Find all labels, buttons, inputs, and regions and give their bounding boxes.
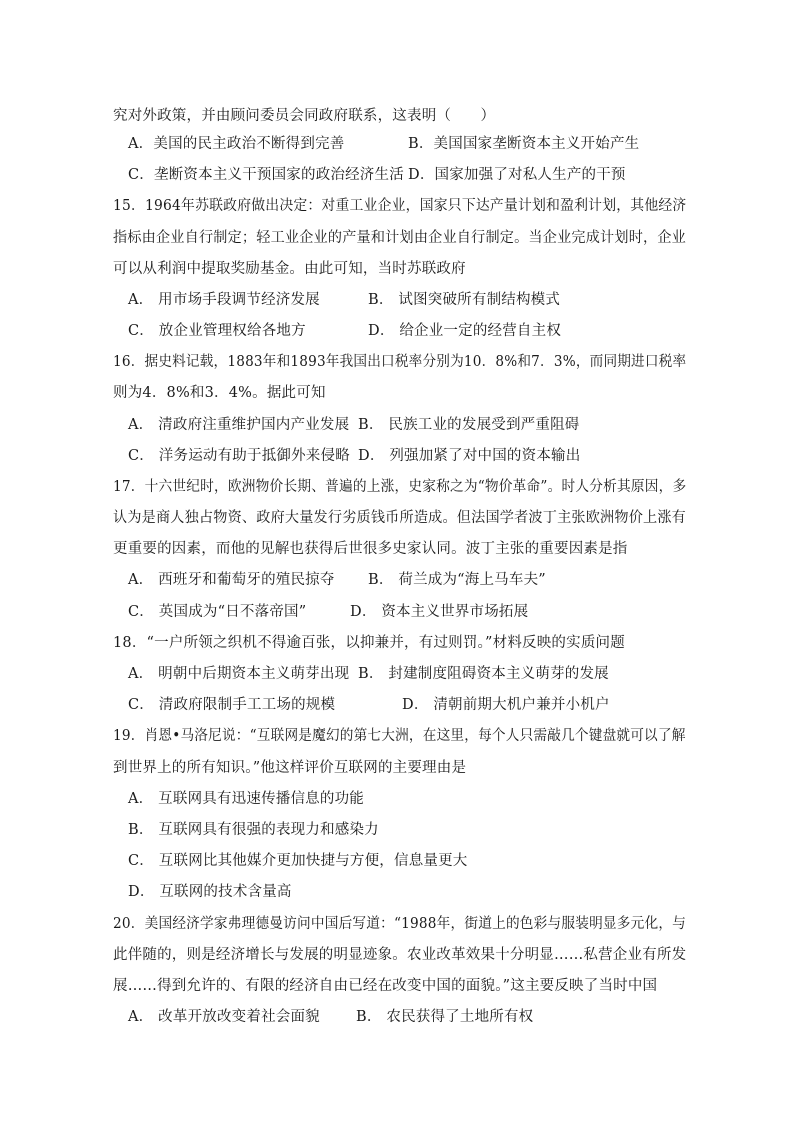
q17-option-b: B． 荷兰成为“海上马车夫” <box>368 572 546 588</box>
q17-option-c: C． 英国成为“日不落帝国” <box>128 604 307 620</box>
q15-option-c: C． 放企业管理权给各地方 <box>128 323 306 339</box>
q15-stem-line-2: 指标由企业自行制定；轻工业企业的产量和计划由企业自行制定。当企业完成计划时，企业 <box>113 230 687 246</box>
q14-option-c: C．垄断资本主义干预国家的政治经济生活 <box>128 167 404 183</box>
q18-option-c: C． 清政府限制手工工场的规模 <box>128 697 336 713</box>
q19-option-a: A． 互联网具有迅速传播信息的功能 <box>128 791 364 807</box>
q14-option-d: D．国家加强了对私人生产的干预 <box>408 167 626 183</box>
q14-stem-line: 究对外政策，并由顾问委员会同政府联系，这表明（ ） <box>113 108 496 124</box>
q17-stem-line-3: 更重要的因素，而他的见解也获得后世很多史家认同。波丁主张的重要因素是指 <box>113 541 628 557</box>
q15-option-b: B． 试图突破所有制结构模式 <box>368 292 561 308</box>
q18-option-d: D． 清朝前期大机户兼并小机户 <box>402 697 610 713</box>
q16-option-d: D． 列强加紧了对中国的资本输出 <box>358 448 581 464</box>
q20-stem-line-1: 20．美国经济学家弗理德曼访问中国后写道：“1988年，街道上的色彩与服装明显多元化，与 <box>113 916 687 932</box>
q16-option-b: B． 民族工业的发展受到严重阻碍 <box>358 417 580 433</box>
q20-stem-line-2: 此伴随的，则是经济增长与发展的明显迹象。农业改革效果十分明显……私营企业有所发 <box>113 947 687 963</box>
q19-option-b: B． 互联网具有很强的表现力和感染力 <box>128 822 379 838</box>
q19-option-d: D． 互联网的技术含量高 <box>128 884 292 900</box>
q20-option-b: B． 农民获得了土地所有权 <box>356 1009 534 1025</box>
q20-option-a: A． 改革开放改变着社会面貌 <box>128 1009 320 1025</box>
q16-option-a: A． 清政府注重维护国内产业发展 <box>128 417 350 433</box>
q18-option-a: A． 明朝中后期资本主义萌芽出现 <box>128 666 350 682</box>
q19-stem-line-2: 到世界上的所有知识。”他这样评价互联网的主要理由是 <box>113 760 467 776</box>
q16-stem-line-2: 则为4．8%和3．4%。据此可知 <box>113 385 326 401</box>
q20-stem-line-3: 展……得到允许的、有限的经济自由已经在改变中国的面貌。”这主要反映了当时中国 <box>113 978 658 994</box>
q15-option-d: D． 给企业一定的经营自主权 <box>368 323 562 339</box>
q15-stem-line-3: 可以从利润中提取奖励基金。由此可知，当时苏联政府 <box>113 261 466 277</box>
q14-option-b: B．美国国家垄断资本主义开始产生 <box>408 136 640 152</box>
q16-stem-line-1: 16．据史料记载，1883年和1893年我国出口税率分别为10．8%和7．3%，而同期进口税率 <box>113 354 687 370</box>
q17-stem-line-1: 17．十六世纪时，欧洲物价长期、普遍的上涨，史家称之为“物价革命”。时人分析其原因，多 <box>113 479 687 495</box>
q18-stem-line-1: 18．“一户所领之织机不得逾百张，以抑兼并，有过则罚。”材料反映的实质问题 <box>113 635 625 651</box>
q17-option-a: A． 西班牙和葡萄牙的殖民掠夺 <box>128 572 335 588</box>
q15-stem-line-1: 15．1964年苏联政府做出决定：对重工业企业，国家只下达产量计划和盈利计划，其他经济 <box>113 198 687 214</box>
q17-option-d: D． 资本主义世界市场拓展 <box>350 604 529 620</box>
q18-option-b: B． 封建制度阻碍资本主义萌芽的发展 <box>358 666 609 682</box>
q19-stem-line-1: 19．肖恩•马洛尼说：“互联网是魔幻的第七大洲，在这里，每个人只需敲几个键盘就可以了解 <box>113 728 686 744</box>
q15-option-a: A． 用市场手段调节经济发展 <box>128 292 320 308</box>
q17-stem-line-2: 认为是商人独占物资、政府大量发行劣质钱币所造成。但法国学者波丁主张欧洲物价上涨有 <box>113 510 687 526</box>
q14-option-a: A．美国的民主政治不断得到完善 <box>128 136 345 152</box>
q19-option-c: C． 互联网比其他媒介更加快捷与方便，信息量更大 <box>128 853 468 869</box>
q16-option-c: C． 洋务运动有助于抵御外来侵略 <box>128 448 350 464</box>
